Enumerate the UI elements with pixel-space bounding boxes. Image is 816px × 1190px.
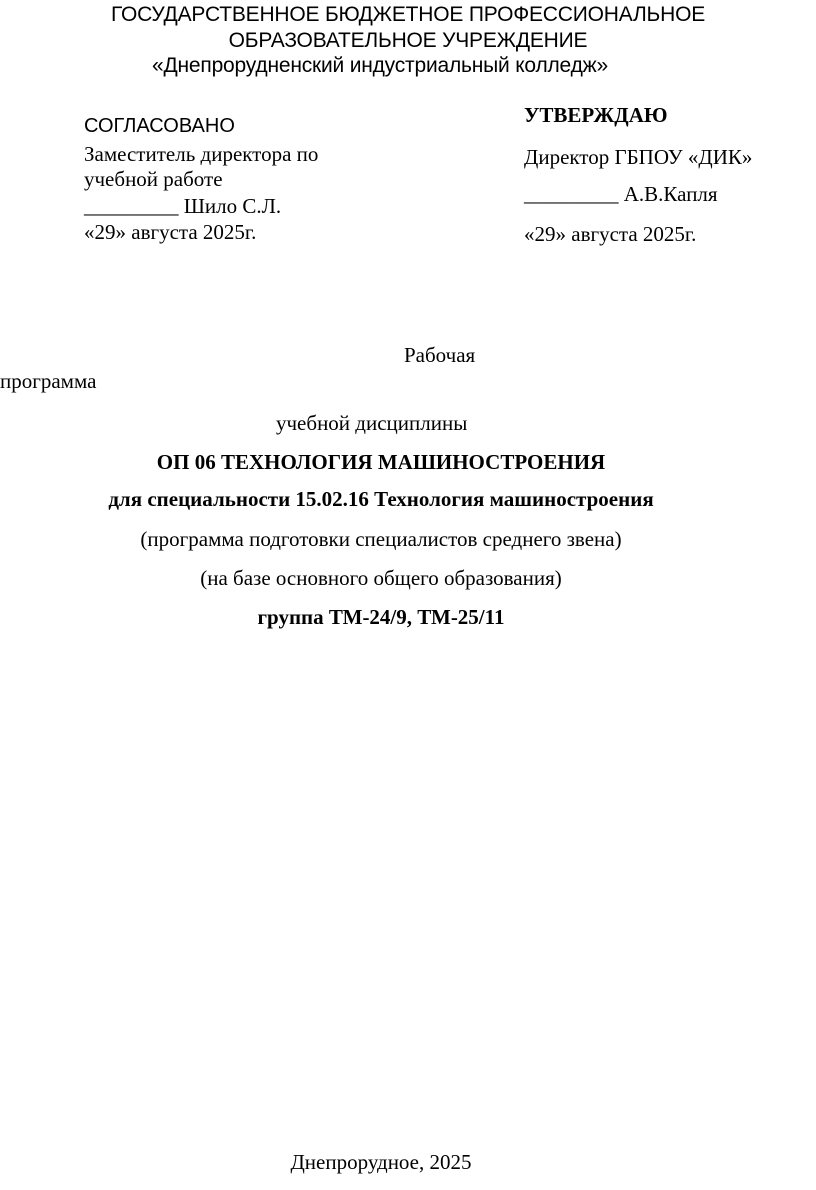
approved-position: Директор ГБПОУ «ДИК» [524,145,753,169]
approved-date: «29» августа 2025г. [524,222,697,246]
agreed-signature: _________ Шило С.Л. [84,194,282,218]
discipline-name: ОП 06 ТЕХНОЛОГИЯ МАШИНОСТРОЕНИЯ [156,450,606,474]
agreed-heading: СОГЛАСОВАНО [84,115,235,137]
place-and-year: Днепрорудное, 2025 [290,1150,472,1174]
student-groups: группа ТМ-24/9, ТМ-25/11 [257,605,505,629]
document-subtitle: учебной дисциплины [276,411,468,435]
document-type-word2: программа [0,369,97,393]
specialty-line: для специальности 15.02.16 Технология машиностроения [108,487,654,511]
agreed-date: «29» августа 2025г. [84,220,257,244]
college-name: «Днепрорудненский индустриальный колледж» [152,54,608,77]
institution-name-line2: ОБРАЗОВАТЕЛЬНОЕ УЧРЕЖДЕНИЕ [228,29,588,52]
education-basis: (на базе основного общего образования) [200,566,562,590]
agreed-position-line1: Заместитель директора по [84,142,319,166]
approved-heading: УТВЕРЖДАЮ [524,103,668,127]
program-type: (программа подготовки специалистов среднего звена) [140,527,622,551]
document-type-word1: Рабочая [404,343,476,367]
approved-signature: _________ А.В.Капля [524,182,718,206]
institution-name-line1: ГОСУДАРСТВЕННОЕ БЮДЖЕТНОЕ ПРОФЕССИОНАЛЬНОЕ [110,3,706,26]
agreed-position-line2: учебной работе [84,167,223,191]
